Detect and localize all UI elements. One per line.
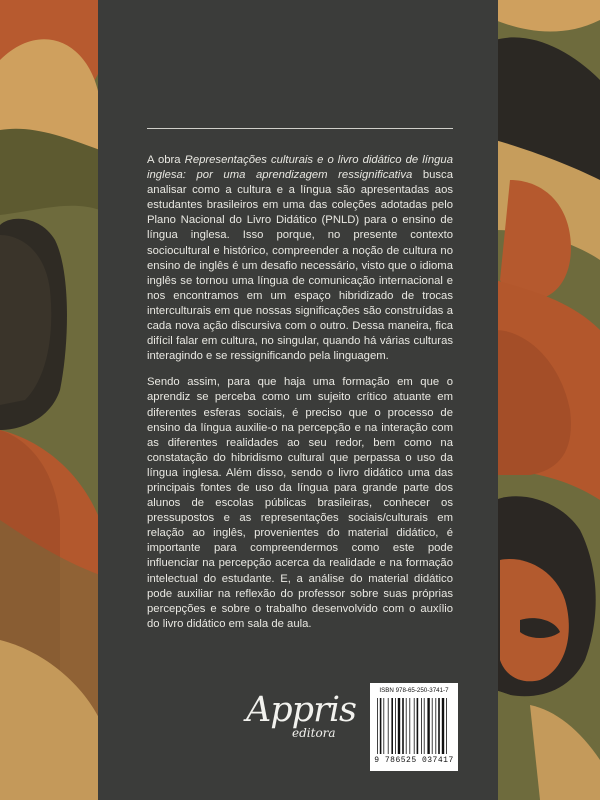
barcode-bar [402,698,404,754]
synopsis-lead: A obra [147,154,185,166]
barcode-bar [406,698,407,754]
barcode-bar [417,698,419,754]
synopsis-paragraph-2: Sendo assim, para que haja uma formação em que o aprendiz se perceba como um sujeito crítico atuante em diferentes esferas sociais, é preciso que o processo de ensino da língua auxilie-o na percepção e na interação com as diferentes realidades ao seu redor, bem como na constatação do hibridismo cultural que perpassa o uso da língua inglesa. Além disso, sendo o livro didático uma das principais fontes de uso da língua para grande parte dos alunos de escolas públicas brasileiras, conhecer os pressupostos e as representações sociais/culturais em relação ao inglês, provenientes do material didático, é importante para compreendermos como este pode influenciar na percepção acerca da realidade e na formação intelectual do estudante. E, a análise do material didático pode auxiliar na reflexão do professor sobre suas próprias percepções e sobre o trabalho desenvolvido com o auxílio do livro didático em sala de aula. [147,376,453,630]
barcode-bar [432,698,433,754]
barcode-bar [442,698,444,754]
barcode-bar [391,698,393,754]
barcode-bar [424,698,425,754]
barcode-bar [377,698,378,754]
barcode-bars [376,698,452,754]
divider-line [147,128,453,129]
publisher-name: Appris [246,690,356,730]
synopsis-body-1: busca analisar como a cultura e a língua são apresentadas aos estudantes brasileiros em uma das coleções adotadas pelo Plano Nacional do Livro Didático (PNLD) para o ensino de língua inglesa. Isso porque, no presente contexto sociocultural e histórico, compreender a noção de cultura no ensino de inglês é um desafio necessário, visto que o idioma inglês se tornou uma língua de comunicação internacional e nos encontramos em um espaço hibridizado de trocas interculturais em que nossas significações são construídas a cada nova ação discursiva com o outro. Dessa maneira, fica difícil falar em cultura, no singular, quando há várias culturas interagindo e se ressignificando pela linguagem. [147,169,453,363]
barcode-bar [380,698,382,754]
barcode-bar [414,698,415,754]
barcode-bar [409,698,410,754]
barcode-bar [435,698,436,754]
barcode-number: 9 786525 037417 [374,756,454,765]
back-cover-text-panel [98,0,498,800]
barcode-bar [383,698,384,754]
barcode-bar [427,698,429,754]
synopsis-text [147,153,453,643]
publisher-logo [246,690,358,746]
book-title-italic: Representações culturais e o livro didático de língua inglesa: por uma aprendizagem ressignificativa [147,154,453,182]
publisher-subtitle: editora [292,726,336,740]
barcode-bar [388,698,389,754]
barcode-bar [421,698,422,754]
barcode-bar [446,698,447,754]
synopsis-paragraph-1 [147,153,453,364]
barcode-block [370,683,458,771]
barcode-bar [438,698,440,754]
barcode-bar [398,698,400,754]
isbn-label: ISBN 978-65-250-3741-7 [379,687,449,694]
barcode-bar [395,698,396,754]
